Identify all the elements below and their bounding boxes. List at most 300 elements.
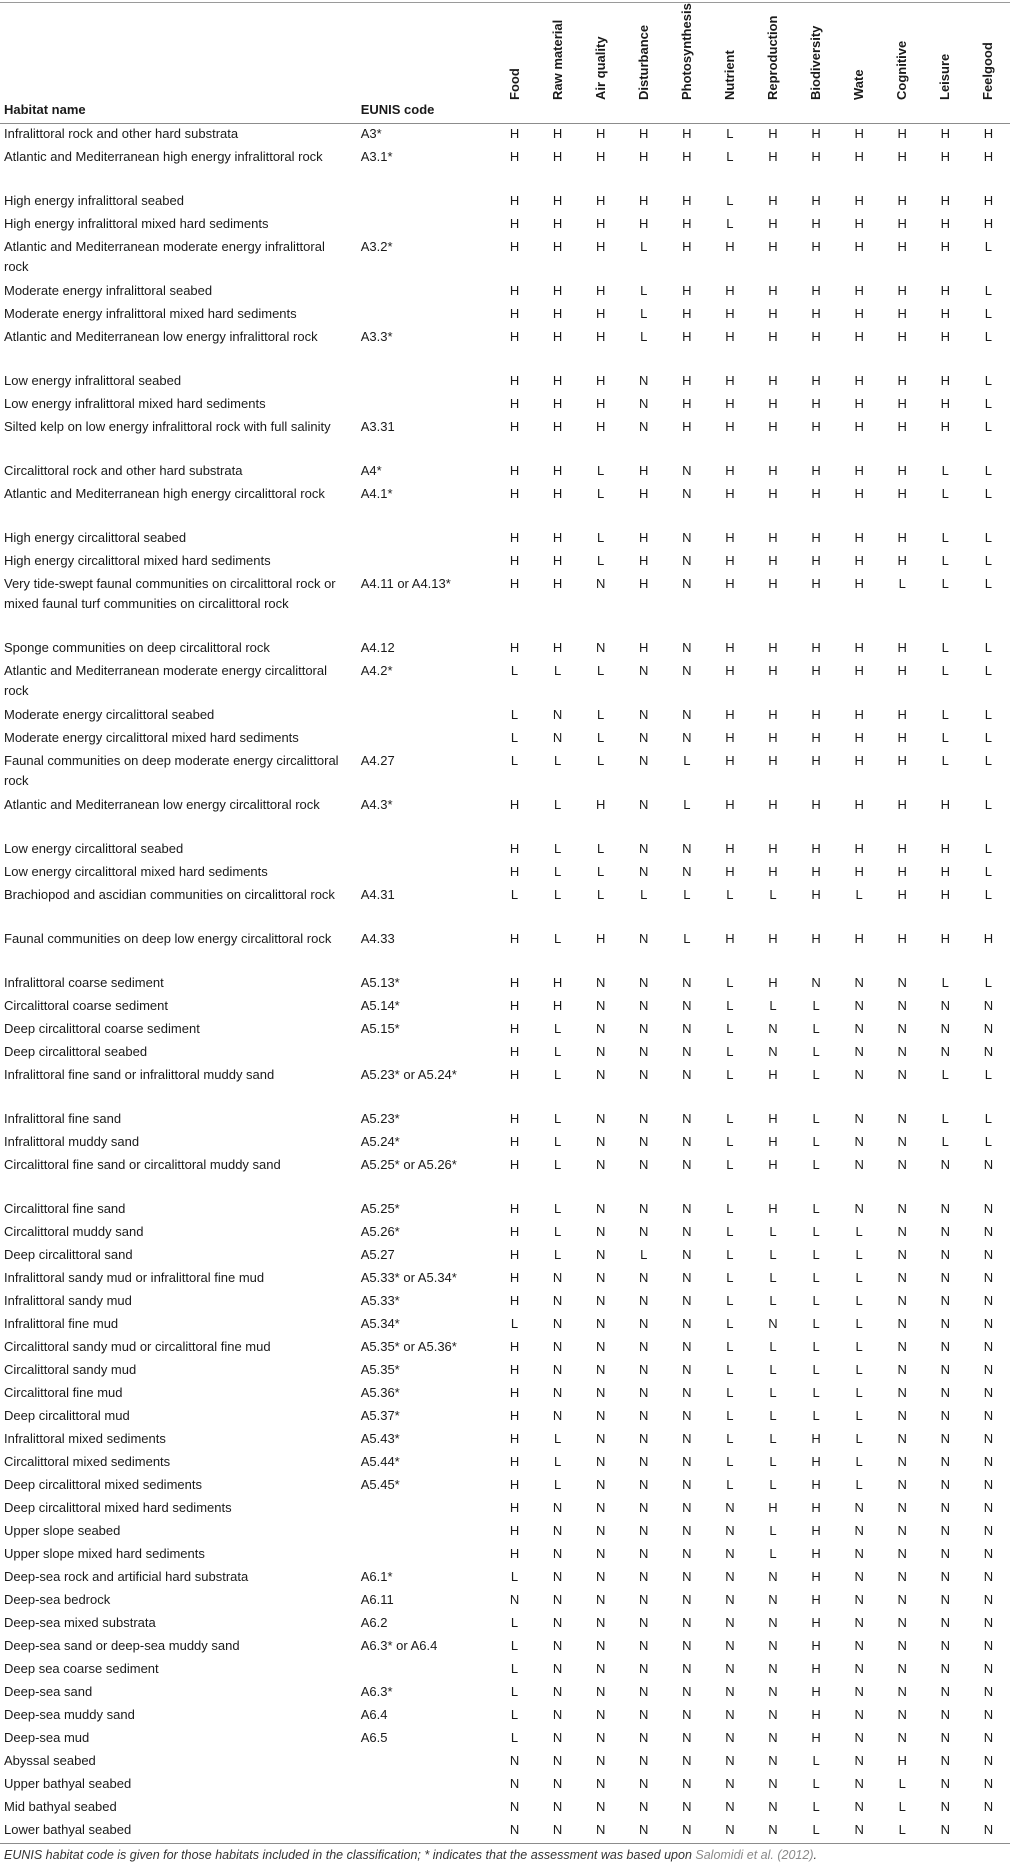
- habitat-name-cell: Upper bathyal seabed: [4, 1776, 132, 1791]
- rating-cell: L: [769, 1385, 777, 1400]
- footnote-citation[interactable]: Salomidi et al. (2012): [695, 1848, 814, 1862]
- rating-cell: H: [552, 419, 563, 434]
- rating-cell: L: [769, 1270, 777, 1285]
- habitat-name-cell: Brachiopod and ascidian communities on circalittoral rock: [4, 887, 335, 902]
- rating-cell: N: [595, 1111, 606, 1126]
- habitat-name-cell: Atlantic and Mediterranean low energy circalittoral rock: [4, 797, 320, 812]
- rating-cell: L: [726, 149, 734, 164]
- eunis-code-cell: A5.33*: [360, 1293, 400, 1308]
- habitat-name-cell: Moderate energy infralittoral seabed: [4, 283, 213, 298]
- rating-cell: N: [940, 1293, 950, 1308]
- rating-cell: N: [940, 1500, 950, 1515]
- rating-cell: L: [510, 1684, 519, 1699]
- rating-cell: N: [768, 1638, 778, 1653]
- rating-cell: L: [597, 463, 605, 478]
- habitat-name-cell: Upper slope mixed hard sediments: [4, 1546, 205, 1561]
- rating-cell: L: [941, 730, 949, 745]
- eunis-code-cell: A4.12: [360, 640, 395, 655]
- rating-cell: N: [854, 1157, 864, 1172]
- rating-cell: N: [639, 1316, 649, 1331]
- rating-cell: N: [639, 1730, 649, 1745]
- rating-cell: H: [552, 640, 563, 655]
- rating-cell: L: [510, 730, 519, 745]
- habitat-name-cell: Infralittoral fine sand or infralittoral muddy sand: [4, 1067, 275, 1082]
- rating-cell: L: [812, 1293, 820, 1308]
- rating-cell: L: [941, 1134, 949, 1149]
- rating-cell: N: [854, 1201, 864, 1216]
- rating-cell: N: [552, 1546, 563, 1561]
- eunis-code-cell: A6.3* or A6.4: [360, 1638, 438, 1653]
- rating-cell: N: [595, 1477, 606, 1492]
- rating-cell: H: [509, 1293, 520, 1308]
- rating-cell: H: [811, 1500, 821, 1515]
- rating-cell: L: [510, 707, 519, 722]
- rating-cell: N: [682, 1776, 692, 1791]
- rating-cell: H: [509, 1454, 520, 1469]
- eunis-code-cell: A5.23*: [360, 1111, 400, 1126]
- rating-cell: H: [854, 753, 864, 768]
- rating-cell: H: [854, 553, 864, 568]
- rating-cell: N: [897, 1523, 907, 1538]
- rating-cell: H: [897, 486, 907, 501]
- table-row: [0, 1820, 1010, 1844]
- rating-cell: L: [769, 1408, 777, 1423]
- rating-cell: L: [881, 1820, 924, 1844]
- table-row: [0, 1659, 1010, 1682]
- rating-cell: L: [812, 1111, 820, 1126]
- rating-cell: H: [811, 797, 821, 812]
- rating-cell: N: [595, 1753, 606, 1768]
- col-header-service: [751, 0, 794, 124]
- rating-cell: H: [854, 149, 864, 164]
- rating-cell: N: [725, 1799, 735, 1814]
- rating-cell: H: [509, 149, 520, 164]
- table-row: [0, 885, 1010, 929]
- habitat-name-cell: Deep circalittoral coarse sediment: [4, 1021, 200, 1036]
- rating-cell: N: [682, 1615, 692, 1630]
- rating-cell: H: [768, 640, 778, 655]
- rating-cell: H: [768, 975, 778, 990]
- rating-cell: H: [552, 149, 563, 164]
- habitat-name-cell: Low energy circalittoral seabed: [4, 841, 184, 856]
- rating-cell: L: [640, 306, 648, 321]
- rating-cell: L: [640, 1247, 648, 1262]
- eunis-code-cell: [357, 304, 493, 327]
- rating-cell: H: [940, 396, 950, 411]
- rating-cell: N: [983, 1523, 994, 1538]
- rating-cell: H: [897, 396, 907, 411]
- rating-cell: L: [510, 1707, 519, 1722]
- rating-cell: N: [682, 1661, 692, 1676]
- rating-cell: H: [509, 841, 520, 856]
- rating-cell: L: [984, 730, 993, 745]
- rating-cell: L: [941, 576, 949, 591]
- rating-cell: N: [639, 998, 649, 1013]
- rating-cell: H: [768, 1067, 778, 1082]
- rating-cell: H: [552, 463, 563, 478]
- rating-cell: N: [940, 1362, 950, 1377]
- footnote-text: EUNIS habitat code is given for those habitats included in the classification; * indicates that the assessment was based upon: [4, 1848, 696, 1862]
- rating-cell: N: [983, 1753, 994, 1768]
- rating-cell: N: [897, 1339, 907, 1354]
- rating-cell: N: [854, 1707, 864, 1722]
- eunis-code-cell: [357, 214, 493, 237]
- table-row: [0, 574, 1010, 638]
- rating-cell: N: [682, 1201, 692, 1216]
- rating-cell: N: [682, 864, 692, 879]
- col-header-service-label: Raw material: [549, 19, 565, 100]
- rating-cell: N: [639, 1067, 649, 1082]
- rating-cell: H: [768, 373, 778, 388]
- eunis-code-cell: A4.3*: [360, 797, 393, 812]
- rating-cell: L: [769, 1546, 777, 1561]
- habitat-name-cell: Deep-sea mixed substrata: [4, 1615, 156, 1630]
- rating-cell: N: [940, 1385, 950, 1400]
- habitat-name-cell: Infralittoral muddy sand: [4, 1134, 140, 1149]
- rating-cell: N: [639, 1201, 649, 1216]
- rating-cell: H: [509, 283, 520, 298]
- rating-cell: N: [639, 1111, 649, 1126]
- rating-cell: N: [552, 1569, 563, 1584]
- rating-cell: L: [812, 1362, 820, 1377]
- rating-cell: N: [682, 1293, 692, 1308]
- rating-cell: H: [725, 730, 735, 745]
- eunis-code-cell: [357, 705, 493, 728]
- rating-cell: N: [682, 1044, 692, 1059]
- rating-cell: N: [725, 1776, 735, 1791]
- rating-cell: L: [855, 1293, 863, 1308]
- rating-cell: H: [940, 126, 950, 141]
- rating-cell: N: [682, 1134, 692, 1149]
- rating-cell: N: [940, 1247, 950, 1262]
- eunis-code-cell: A5.26*: [360, 1224, 400, 1239]
- rating-cell: L: [984, 553, 993, 568]
- eunis-code-cell: A5.35* or A5.36*: [360, 1339, 457, 1354]
- rating-cell: N: [897, 1454, 907, 1469]
- rating-cell: N: [940, 1753, 950, 1768]
- rating-cell: H: [811, 730, 821, 745]
- rating-cell: H: [811, 707, 821, 722]
- table-row: [0, 1636, 1010, 1659]
- col-header-service-label: Reproduction: [764, 15, 780, 100]
- habitat-name-cell: Circalittoral mixed sediments: [4, 1454, 171, 1469]
- rating-cell: N: [940, 1021, 950, 1036]
- rating-cell: L: [812, 1157, 820, 1172]
- rating-cell: L: [984, 576, 993, 591]
- rating-cell: N: [854, 1753, 864, 1768]
- col-header-service-label: Leisure: [937, 53, 953, 100]
- rating-cell: N: [983, 1592, 994, 1607]
- habitat-name-cell: Deep circalittoral sand: [4, 1247, 133, 1262]
- rating-cell: H: [639, 149, 649, 164]
- table-row: [0, 214, 1010, 237]
- rating-cell: H: [509, 1500, 520, 1515]
- rating-cell: H: [509, 1067, 520, 1082]
- rating-cell: N: [493, 1820, 536, 1844]
- rating-cell: L: [855, 1362, 863, 1377]
- rating-cell: H: [595, 239, 606, 254]
- rating-cell: N: [682, 1067, 692, 1082]
- rating-cell: N: [768, 1044, 778, 1059]
- rating-cell: N: [682, 1730, 692, 1745]
- table-row: [0, 795, 1010, 839]
- habitat-name-cell: Circalittoral sandy mud or circalittoral fine mud: [4, 1339, 271, 1354]
- habitat-name-cell: Deep-sea sand or deep-sea muddy sand: [4, 1638, 240, 1653]
- rating-cell: H: [983, 216, 994, 231]
- rating-cell: H: [639, 553, 649, 568]
- habitat-name-cell: Faunal communities on deep low energy circalittoral rock: [4, 931, 332, 946]
- rating-cell: L: [812, 1408, 820, 1423]
- rating-cell: L: [683, 887, 691, 902]
- rating-cell: L: [812, 1339, 820, 1354]
- rating-cell: N: [983, 1569, 994, 1584]
- rating-cell: N: [639, 797, 649, 812]
- rating-cell: L: [726, 1067, 734, 1082]
- rating-cell: N: [595, 1247, 606, 1262]
- rating-cell: L: [984, 753, 993, 768]
- rating-cell: N: [595, 1546, 606, 1561]
- table-row: [0, 1019, 1010, 1042]
- rating-cell: N: [595, 1615, 606, 1630]
- rating-cell: N: [940, 1477, 950, 1492]
- table-row: [0, 1065, 1010, 1109]
- table-row: [0, 1751, 1010, 1774]
- rating-cell: H: [768, 707, 778, 722]
- rating-cell: H: [595, 329, 606, 344]
- rating-cell: N: [983, 998, 994, 1013]
- rating-cell: L: [726, 1224, 734, 1239]
- rating-cell: N: [983, 1339, 994, 1354]
- table-row: [0, 394, 1010, 417]
- rating-cell: H: [897, 663, 907, 678]
- rating-cell: N: [854, 1134, 864, 1149]
- rating-cell: N: [897, 1615, 907, 1630]
- rating-cell: H: [811, 126, 821, 141]
- rating-cell: N: [708, 1820, 751, 1844]
- rating-cell: L: [984, 373, 993, 388]
- rating-cell: N: [639, 1500, 649, 1515]
- rating-cell: L: [510, 887, 519, 902]
- table-row: [0, 839, 1010, 862]
- rating-cell: N: [854, 1500, 864, 1515]
- rating-cell: L: [984, 887, 993, 902]
- rating-cell: N: [682, 576, 692, 591]
- rating-cell: N: [552, 1316, 563, 1331]
- rating-cell: H: [509, 1523, 520, 1538]
- rating-cell: N: [595, 998, 606, 1013]
- rating-cell: H: [595, 283, 606, 298]
- rating-cell: N: [639, 1615, 649, 1630]
- rating-cell: H: [639, 640, 649, 655]
- rating-cell: L: [812, 1134, 820, 1149]
- rating-cell: L: [726, 1408, 734, 1423]
- rating-cell: N: [967, 1820, 1010, 1844]
- rating-cell: N: [897, 1500, 907, 1515]
- habitat-name-cell: Infralittoral mixed sediments: [4, 1431, 166, 1446]
- rating-cell: H: [639, 486, 649, 501]
- rating-cell: N: [595, 975, 606, 990]
- rating-cell: H: [595, 193, 606, 208]
- rating-cell: N: [552, 1270, 563, 1285]
- eunis-code-cell: A4*: [360, 463, 382, 478]
- rating-cell: L: [510, 1638, 519, 1653]
- rating-cell: H: [509, 1224, 520, 1239]
- rating-cell: N: [595, 1776, 606, 1791]
- rating-cell: N: [552, 730, 563, 745]
- rating-cell: L: [769, 1431, 777, 1446]
- rating-cell: N: [897, 1385, 907, 1400]
- rating-cell: H: [811, 530, 821, 545]
- rating-cell: N: [983, 1157, 994, 1172]
- rating-cell: H: [854, 419, 864, 434]
- rating-cell: N: [940, 1638, 950, 1653]
- rating-cell: H: [854, 576, 864, 591]
- rating-cell: H: [897, 797, 907, 812]
- rating-cell: L: [597, 553, 605, 568]
- rating-cell: L: [640, 239, 648, 254]
- rating-cell: N: [682, 1339, 692, 1354]
- rating-cell: H: [854, 126, 864, 141]
- rating-cell: H: [811, 1569, 821, 1584]
- rating-cell: H: [811, 640, 821, 655]
- rating-cell: L: [769, 887, 777, 902]
- rating-cell: H: [811, 1523, 821, 1538]
- rating-cell: N: [639, 931, 649, 946]
- habitat-name-cell: Infralittoral sandy mud or infralittoral fine mud: [4, 1270, 265, 1285]
- rating-cell: N: [639, 1638, 649, 1653]
- rating-cell: H: [682, 329, 692, 344]
- rating-cell: L: [941, 530, 949, 545]
- rating-cell: H: [639, 126, 649, 141]
- eunis-code-cell: A5.25*: [360, 1201, 400, 1216]
- rating-cell: N: [682, 530, 692, 545]
- rating-cell: L: [510, 1615, 519, 1630]
- rating-cell: L: [726, 1134, 734, 1149]
- rating-cell: H: [725, 329, 735, 344]
- habitat-name-cell: Infralittoral rock and other hard substrata: [4, 126, 239, 141]
- rating-cell: H: [509, 1111, 520, 1126]
- table-row: [0, 1314, 1010, 1337]
- rating-cell: H: [897, 373, 907, 388]
- rating-cell: H: [768, 239, 778, 254]
- rating-cell: H: [811, 553, 821, 568]
- rating-cell: H: [552, 530, 563, 545]
- rating-cell: N: [940, 1201, 950, 1216]
- rating-cell: N: [725, 1684, 735, 1699]
- rating-cell: H: [595, 797, 606, 812]
- table-row: [0, 996, 1010, 1019]
- table-row: [0, 1109, 1010, 1132]
- eunis-code-cell: A6.11: [360, 1592, 394, 1607]
- rating-cell: H: [854, 193, 864, 208]
- rating-cell: H: [509, 396, 520, 411]
- rating-cell: N: [682, 1157, 692, 1172]
- rating-cell: N: [622, 1820, 665, 1844]
- rating-cell: H: [811, 373, 821, 388]
- rating-cell: H: [811, 1592, 821, 1607]
- rating-cell: L: [984, 841, 993, 856]
- rating-cell: N: [552, 1753, 563, 1768]
- rating-cell: H: [725, 707, 735, 722]
- rating-cell: N: [509, 1753, 520, 1768]
- eunis-code-cell: A5.27: [360, 1247, 395, 1262]
- col-header-service: [924, 0, 967, 124]
- rating-cell: N: [639, 1293, 649, 1308]
- rating-cell: H: [811, 306, 821, 321]
- rating-cell: N: [639, 1157, 649, 1172]
- rating-cell: N: [639, 1431, 649, 1446]
- rating-cell: L: [812, 1021, 820, 1036]
- rating-cell: N: [983, 1408, 994, 1423]
- rating-cell: N: [854, 1067, 864, 1082]
- rating-cell: N: [983, 1477, 994, 1492]
- rating-cell: N: [552, 1730, 563, 1745]
- rating-cell: L: [898, 1776, 906, 1791]
- rating-cell: L: [553, 1067, 562, 1082]
- rating-cell: N: [639, 1477, 649, 1492]
- rating-cell: H: [983, 931, 994, 946]
- rating-cell: L: [984, 864, 993, 879]
- rating-cell: N: [682, 998, 692, 1013]
- rating-cell: L: [812, 1316, 820, 1331]
- eunis-code-cell: [357, 1521, 493, 1544]
- rating-cell: L: [553, 1157, 562, 1172]
- rating-cell: L: [510, 753, 519, 768]
- rating-cell: H: [768, 753, 778, 768]
- habitat-name-cell: Very tide-swept faunal communities on circalittoral rock or mixed faunal turf communities on circalittoral rock: [4, 576, 336, 611]
- col-header-code: EUNIS code: [357, 0, 493, 124]
- eunis-code-cell: A4.33: [360, 931, 395, 946]
- rating-cell: L: [984, 306, 993, 321]
- habitat-name-cell: Low energy infralittoral seabed: [4, 373, 182, 388]
- rating-cell: H: [983, 126, 994, 141]
- eunis-code-cell: A5.25* or A5.26*: [360, 1157, 457, 1172]
- rating-cell: N: [983, 1224, 994, 1239]
- rating-cell: N: [682, 1684, 692, 1699]
- rating-cell: L: [855, 1477, 863, 1492]
- rating-cell: L: [683, 797, 691, 812]
- habitat-name-cell: Circalittoral rock and other hard substrata: [4, 463, 243, 478]
- rating-cell: N: [595, 1201, 606, 1216]
- rating-cell: N: [940, 1730, 950, 1745]
- rating-cell: N: [639, 1776, 649, 1791]
- rating-cell: N: [682, 1546, 692, 1561]
- col-header-service-label: Wate: [851, 69, 867, 100]
- rating-cell: H: [725, 239, 735, 254]
- rating-cell: N: [595, 1638, 606, 1653]
- rating-cell: H: [509, 329, 520, 344]
- rating-cell: L: [855, 1247, 863, 1262]
- eunis-code-cell: [357, 394, 493, 417]
- rating-cell: H: [639, 216, 649, 231]
- table-row: [0, 281, 1010, 304]
- rating-cell: L: [984, 797, 993, 812]
- rating-cell: L: [683, 753, 691, 768]
- rating-cell: N: [940, 1523, 950, 1538]
- rating-cell: L: [984, 1067, 993, 1082]
- rating-cell: N: [595, 1500, 606, 1515]
- rating-cell: H: [552, 486, 563, 501]
- rating-cell: N: [854, 1638, 864, 1653]
- eunis-code-cell: [357, 551, 493, 574]
- eunis-code-cell: A4.11 or A4.13*: [360, 576, 451, 591]
- rating-cell: H: [509, 553, 520, 568]
- rating-cell: L: [553, 663, 562, 678]
- rating-cell: H: [595, 419, 606, 434]
- rating-cell: N: [897, 1316, 907, 1331]
- eunis-code-cell: [357, 191, 493, 214]
- rating-cell: L: [769, 1362, 777, 1377]
